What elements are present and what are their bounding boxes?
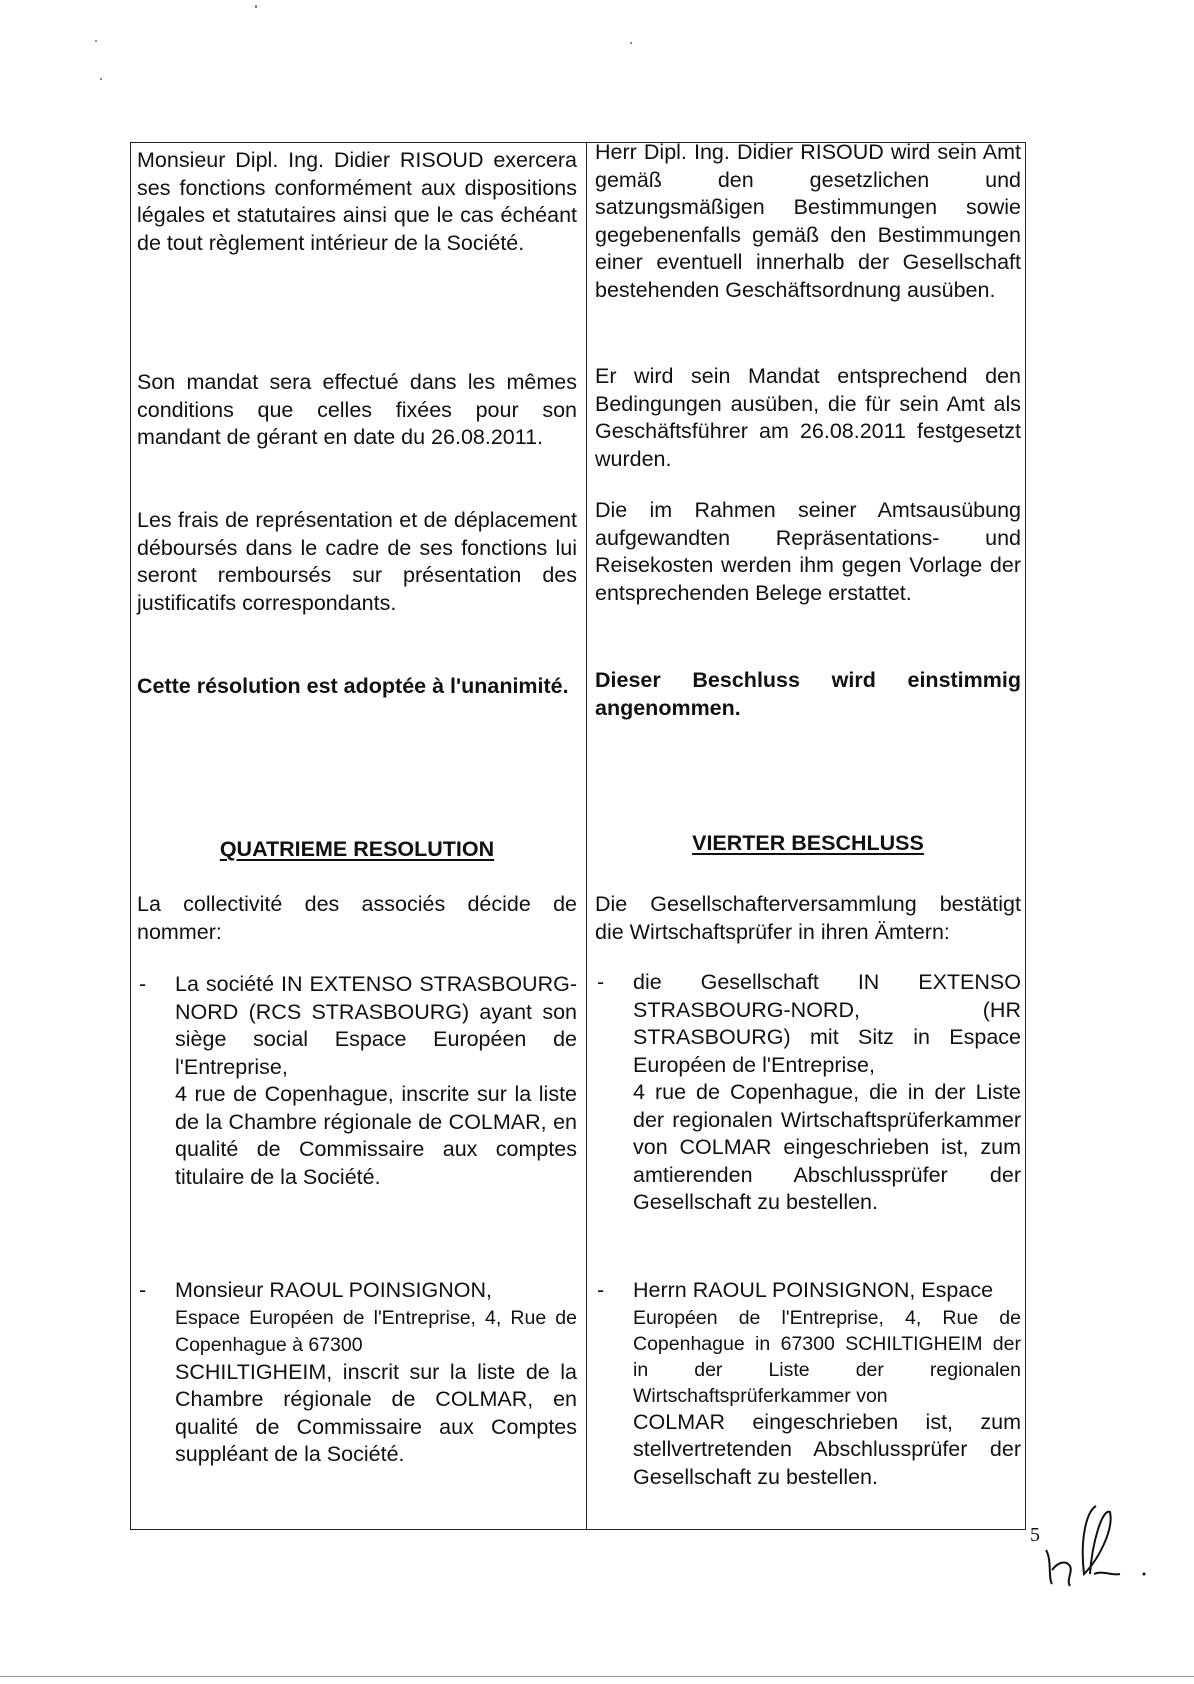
de-bullet-in-extenso bbox=[595, 969, 1021, 1217]
fr-bullet-text-cont: SCHILTIGHEIM, inscrit sur la liste de la Chambre régionale de COLMAR, en qualité de Commissaire aux Comptes suppléant de la Société. bbox=[175, 1359, 577, 1466]
french-column bbox=[137, 143, 577, 1529]
fr-intro: La collectivité des associés décide de nommer: bbox=[137, 892, 577, 944]
bullet-dash: - bbox=[139, 1278, 147, 1302]
german-column bbox=[595, 140, 1021, 1529]
scan-speck bbox=[630, 42, 632, 44]
fr-bullet-text: La société IN EXTENSO STRASBOURG-NORD (RCS STRASBOURG) ayant son siège social Espace Européen de l'Entreprise, bbox=[175, 972, 577, 1079]
fr-bullet-poinsignon bbox=[137, 1277, 577, 1469]
bilingual-table bbox=[130, 142, 1026, 1530]
column-divider bbox=[586, 143, 587, 1529]
de-resolution-adopted: Dieser Beschluss wird einstimmig angenommen. bbox=[595, 668, 1021, 720]
fr-paragraph-expenses: Les frais de représentation et de déplacement déboursés dans le cadre de ses fonctions lui seront remboursés sur présentation des justificatifs correspondants. bbox=[137, 508, 577, 615]
de-bullet-address: Européen de l'Entreprise, 4, Rue de Copenhague in 67300 SCHILTIGHEIM der in der Liste der regionalen Wirtschaftsprüferkammer von bbox=[633, 1306, 1021, 1407]
fr-bullet-in-extenso bbox=[137, 971, 577, 1191]
fr-paragraph-mandate-duties: Monsieur Dipl. Ing. Didier RISOUD exercera ses fonctions conformément aux dispositions légales et statutaires ainsi que le cas échéant de tout règlement intérieur de la Société. bbox=[137, 148, 577, 255]
fr-heading-quatrieme-resolution: QUATRIEME RESOLUTION bbox=[219, 837, 495, 861]
bullet-dash: - bbox=[139, 972, 147, 996]
scan-speck bbox=[100, 78, 102, 80]
fr-bullet-text-cont: 4 rue de Copenhague, inscrite sur la liste de la Chambre régionale de COLMAR, en qualité de Commissaire aux comptes titulaire de la Société. bbox=[175, 1082, 577, 1189]
de-paragraph-mandate-duties: Herr Dipl. Ing. Didier RISOUD wird sein Amt gemäß den gesetzlichen und satzungsmäßigen Bestimmungen sowie gegebenenfalls gemäß den Bestimmungen einer eventuell innerhalb der Gesellschaft bestehenden Geschäftsordnung ausüben. bbox=[595, 140, 1021, 302]
handwritten-initials-icon bbox=[1040, 1500, 1150, 1590]
bullet-dash: - bbox=[597, 1278, 605, 1302]
de-bullet-text-cont: 4 rue de Copenhague, die in der Liste der regionalen Wirtschaftsprüferkammer von COLMAR eingeschrieben ist, zum amtierenden Abschlussprüfer der Gesellschaft zu bestellen. bbox=[633, 1080, 1021, 1214]
scan-edge-line bbox=[0, 1676, 1194, 1677]
page-number: 5 bbox=[1030, 1524, 1040, 1546]
de-bullet-text-cont: COLMAR eingeschrieben ist, zum stellvertretenden Abschlussprüfer der Gesellschaft zu bestellen. bbox=[633, 1409, 1021, 1489]
de-heading-vierter-beschluss: VIERTER BESCHLUSS bbox=[692, 831, 924, 855]
bullet-dash: - bbox=[597, 970, 605, 994]
de-bullet-lead: Herrn RAOUL POINSIGNON, Espace bbox=[633, 1278, 994, 1302]
de-paragraph-mandate-conditions: Er wird sein Mandat entsprechend den Bedingungen ausüben, die für sein Amt als Geschäftsführer am 26.08.2011 festgesetzt wurden. bbox=[595, 364, 1021, 471]
scan-speck bbox=[95, 40, 97, 42]
scan-speck bbox=[255, 5, 257, 8]
fr-paragraph-mandate-conditions: Son mandat sera effectué dans les mêmes conditions que celles fixées pour son mandant de gérant en date du 26.08.2011. bbox=[137, 370, 577, 449]
de-bullet-poinsignon bbox=[595, 1277, 1021, 1491]
de-bullet-text: die Gesellschaft IN EXTENSO STRASBOURG-NORD, (HR STRASBOURG) mit Sitz in Espace Européen de l'Entreprise, bbox=[633, 970, 1021, 1077]
de-intro: Die Gesellschafterversammlung bestätigt die Wirtschaftsprüfer in ihren Ämtern: bbox=[595, 892, 1021, 944]
de-paragraph-expenses: Die im Rahmen seiner Amtsausübung aufgewandten Repräsentations- und Reisekosten werden ihm gegen Vorlage der entsprechenden Belege erstattet. bbox=[595, 498, 1021, 605]
fr-resolution-adopted: Cette résolution est adoptée à l'unanimité. bbox=[137, 674, 569, 698]
fr-bullet-address: Espace Européen de l'Entreprise, 4, Rue de Copenhague à 67300 bbox=[175, 1306, 577, 1356]
fr-bullet-lead: Monsieur RAOUL POINSIGNON, bbox=[175, 1278, 492, 1302]
